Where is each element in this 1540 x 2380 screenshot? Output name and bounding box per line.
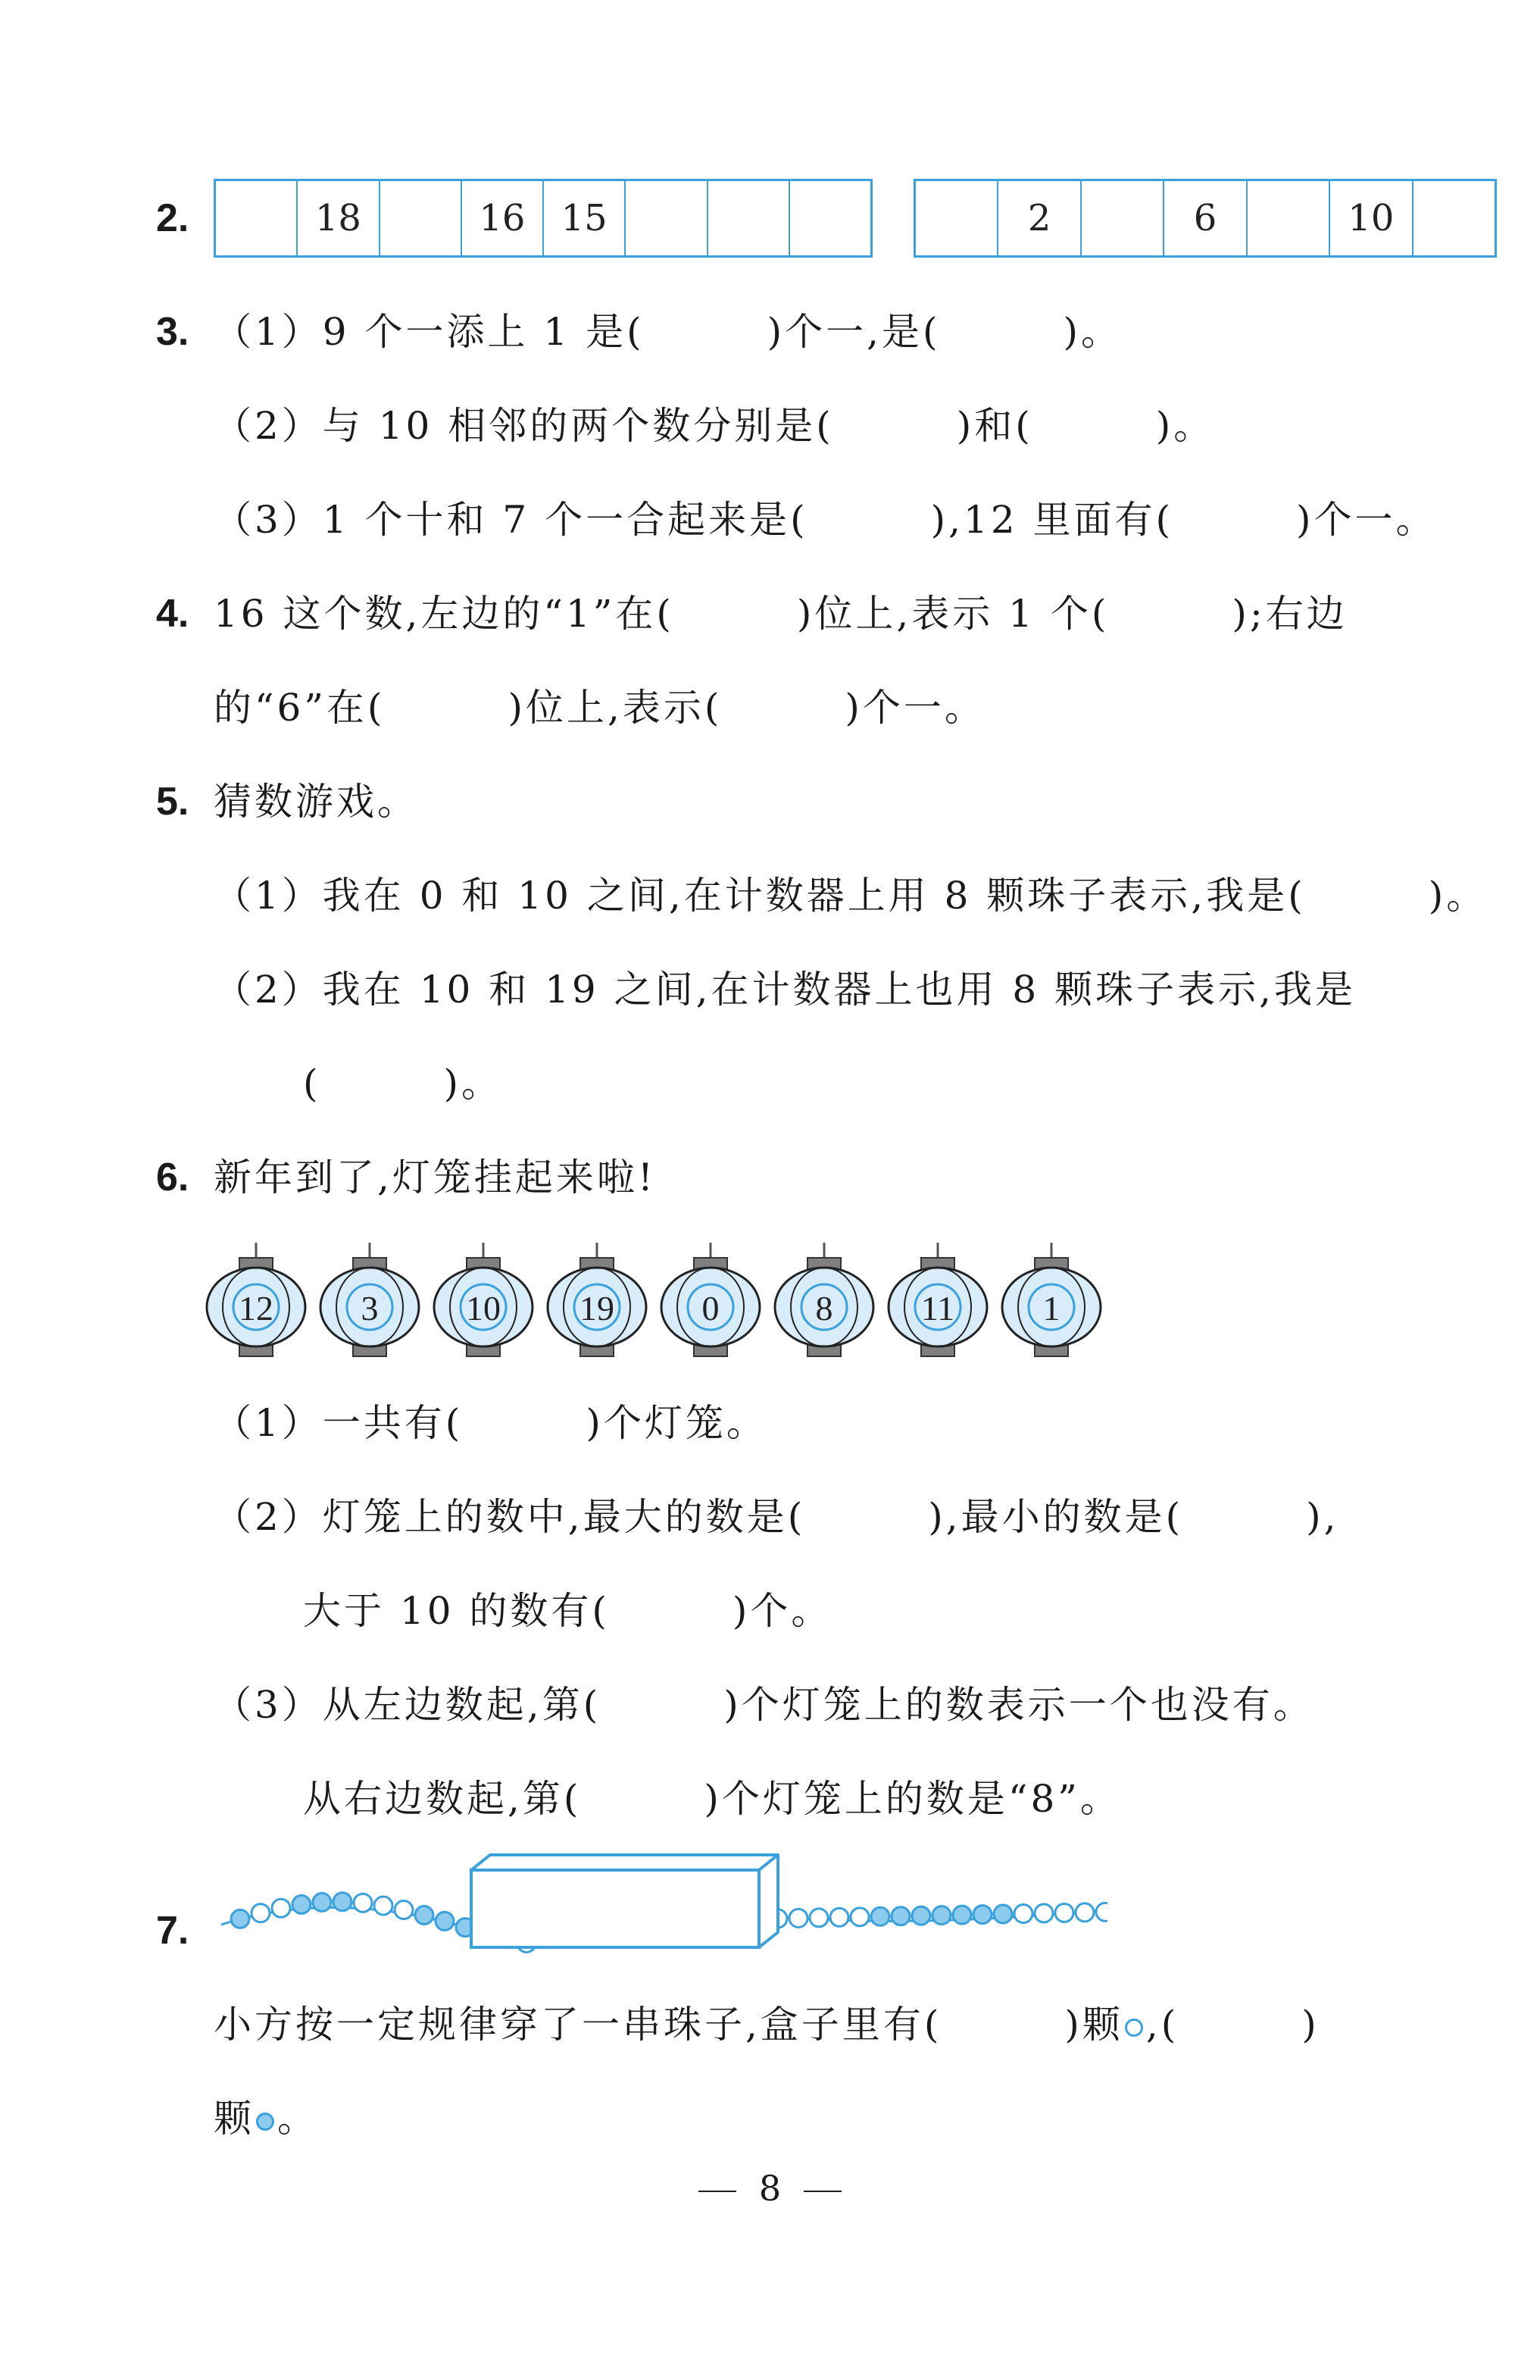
sequence-cell: 6	[1164, 181, 1247, 255]
hollow-bead	[830, 1908, 848, 1926]
lantern-number: 1	[1042, 1289, 1061, 1328]
question-4-line-1: 16 这个数,左边的“1”在( )位上,表示 1 个( );右边	[214, 592, 1348, 636]
lantern-number: 3	[361, 1289, 379, 1328]
hollow-bead	[374, 1897, 392, 1915]
lantern	[207, 1243, 305, 1356]
question-7-number: 7.	[156, 1909, 189, 1953]
hollow-bead	[395, 1901, 413, 1919]
beads-right	[769, 1903, 1107, 1928]
filled-bead	[231, 1909, 249, 1928]
question-5-title: 猜数游戏。	[214, 780, 418, 824]
sequence-cell	[1248, 181, 1330, 255]
filled-bead	[953, 1906, 971, 1924]
question-7-line-1-text-b: ,( )	[1145, 2003, 1320, 2047]
lantern	[889, 1243, 987, 1356]
hollow-bead	[251, 1904, 270, 1922]
filled-bead-icon	[256, 2113, 274, 2131]
question-4-line-2: 的“6”在( )位上,表示( )个一。	[214, 686, 986, 730]
lantern	[661, 1243, 760, 1356]
sequence-cell	[380, 181, 462, 255]
question-6-title: 新年到了,灯笼挂起来啦!	[214, 1156, 656, 1199]
lantern-number: 12	[239, 1289, 273, 1328]
lantern	[434, 1243, 533, 1356]
hollow-bead	[851, 1908, 869, 1926]
question-7-line-2	[214, 2094, 318, 2143]
page-number-value: 8	[758, 2168, 782, 2209]
hollow-bead-icon	[1125, 2019, 1143, 2037]
hollow-bead	[789, 1909, 807, 1927]
filled-bead	[994, 1905, 1012, 1923]
question-3-number: 3.	[156, 310, 189, 354]
question-3-part-3: （3）1 个十和 7 个一合起来是( ),12 里面有( )个一。	[214, 498, 1437, 542]
filled-bead	[871, 1907, 889, 1925]
question-5-part-2: （2）我在 10 和 19 之间,在计数器上也用 8 颗珠子表示,我是	[214, 968, 1357, 1012]
sequence-cell	[790, 181, 870, 255]
question-4-number: 4.	[156, 592, 189, 636]
question-7-line-2-text: 颗	[214, 2097, 255, 2141]
lantern-number: 19	[579, 1289, 614, 1328]
hollow-bead	[1035, 1904, 1053, 1922]
filled-bead	[333, 1893, 351, 1911]
page-number-dash-right	[804, 2191, 842, 2192]
number-sequence-box-1	[214, 179, 873, 258]
lantern	[1002, 1243, 1101, 1356]
question-5-part-1: （1）我在 0 和 10 之间,在计数器上用 8 颗珠子表示,我是( )。	[214, 874, 1488, 918]
filled-bead	[292, 1895, 311, 1913]
question-7-line-1	[214, 2000, 1320, 2049]
question-3-part-1: （1）9 个一添上 1 是( )个一,是( )。	[214, 310, 1123, 354]
hollow-bead	[1076, 1903, 1094, 1922]
question-6-part-3-line-2: 从右边数起,第( )个灯笼上的数是“8”。	[303, 1777, 1121, 1821]
sequence-cell	[626, 181, 708, 255]
lantern-number: 0	[701, 1289, 720, 1328]
filled-bead	[436, 1912, 454, 1930]
hollow-bead	[272, 1899, 290, 1917]
hollow-bead	[810, 1909, 828, 1927]
sequence-cell	[216, 181, 298, 255]
hollow-bead	[1096, 1903, 1107, 1921]
sequence-cell: 15	[544, 181, 626, 255]
question-5-part-2-answer: ( )。	[303, 1062, 503, 1106]
number-sequence-box-2	[914, 179, 1497, 258]
question-7-line-1-text: 小方按一定规律穿了一串珠子,盒子里有( )颗	[214, 2003, 1123, 2047]
lantern-row	[205, 1243, 1136, 1371]
sequence-cell: 16	[462, 181, 544, 255]
sequence-cell: 18	[298, 181, 380, 255]
filled-bead	[932, 1906, 951, 1925]
filled-bead	[415, 1906, 433, 1925]
question-2-number: 2.	[156, 196, 189, 240]
filled-bead	[313, 1893, 331, 1911]
sequence-cell	[1413, 181, 1495, 255]
question-7-line-2-text-b: 。	[277, 2097, 318, 2141]
sequence-cell	[1082, 181, 1164, 255]
question-5-number: 5.	[156, 780, 189, 824]
sequence-cell	[708, 181, 790, 255]
hollow-bead	[354, 1894, 372, 1912]
page-number-dash-left	[698, 2191, 736, 2192]
page-number	[0, 2164, 1540, 2213]
question-6-part-2: （2）灯笼上的数中,最大的数是( ),最小的数是( ),	[214, 1495, 1339, 1539]
lantern	[320, 1243, 419, 1356]
filled-bead	[973, 1906, 992, 1924]
filled-bead	[912, 1906, 930, 1925]
filled-bead	[892, 1907, 910, 1925]
question-6-part-1: （1）一共有( )个灯笼。	[214, 1401, 767, 1445]
question-6-part-2-line-2: 大于 10 的数有( )个。	[303, 1589, 832, 1633]
bead-string-illustration	[214, 1849, 1107, 1962]
lantern	[548, 1243, 646, 1356]
lantern-number: 10	[466, 1289, 501, 1328]
lantern-number: 11	[920, 1289, 955, 1328]
sequence-cell: 10	[1330, 181, 1413, 255]
question-6-part-3: （3）从左边数起,第( )个灯笼上的数表示一个也没有。	[214, 1683, 1314, 1727]
sequence-cell	[916, 181, 998, 255]
box-icon	[471, 1855, 778, 1947]
hollow-bead	[1055, 1903, 1073, 1922]
hollow-bead	[1014, 1905, 1032, 1923]
lantern-number: 8	[815, 1289, 833, 1328]
sequence-cell: 2	[998, 181, 1081, 255]
question-3-part-2: （2）与 10 相邻的两个数分别是( )和( )。	[214, 404, 1215, 448]
question-6-number: 6.	[156, 1156, 189, 1199]
lantern	[775, 1243, 873, 1356]
